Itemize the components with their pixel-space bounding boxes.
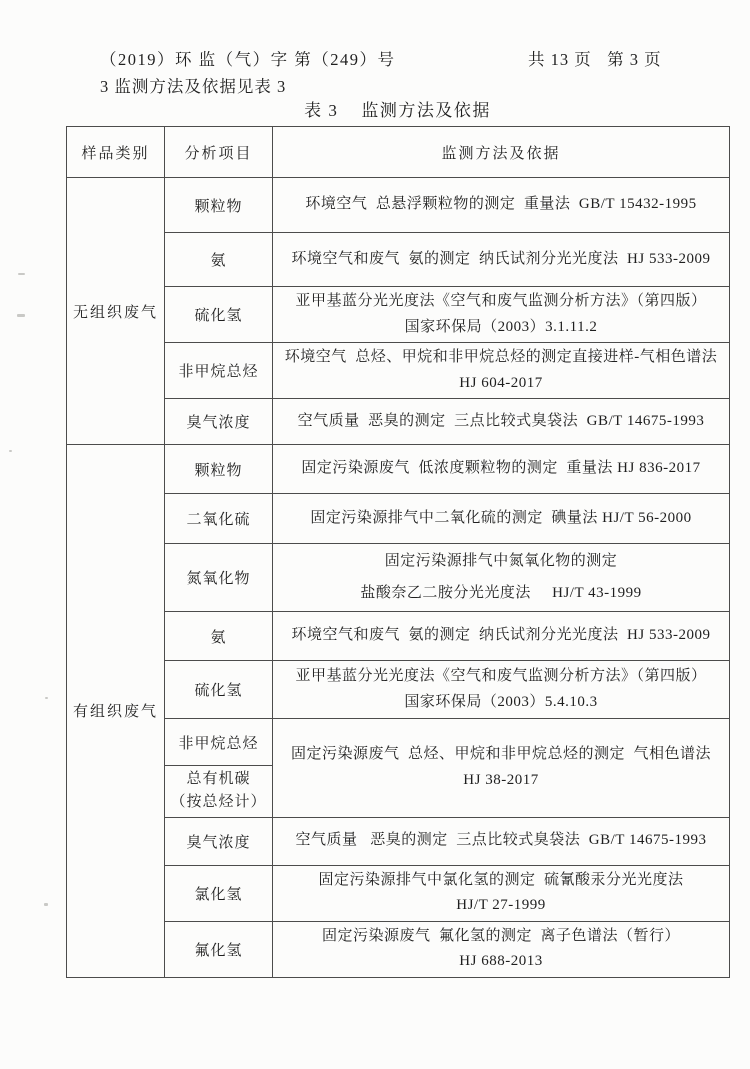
item-cell: 氮氧化物 (165, 544, 273, 612)
method-line: 亚甲基蓝分光光度法《空气和废气监测分析方法》（第四版） (295, 293, 707, 309)
table-row (67, 494, 730, 544)
table-row (67, 817, 730, 865)
method-line: 固定污染源废气 氟化氢的测定 离子色谱法（暂行） (321, 927, 680, 944)
table-row (67, 287, 730, 343)
method-cell (273, 612, 730, 661)
method-line: HJ/T 27-1999 (456, 897, 546, 913)
table-row (67, 343, 730, 399)
method-line: HJ 38-2017 (463, 771, 539, 788)
method-cell (273, 865, 730, 921)
category-fugitive-exhaust: 无组织废气 (67, 178, 165, 445)
table-row (67, 921, 730, 977)
item-cell: 二氧化硫 (165, 494, 273, 544)
method-line: 空气质量 恶臭的测定 三点比较式臭袋法 GB/T 14675-1993 (297, 412, 705, 429)
method-line: 空气质量 恶臭的测定 三点比较式臭袋法 GB/T 14675-1993 (295, 832, 707, 849)
item-cell: 非甲烷总烃 (165, 343, 273, 399)
header-method-basis: 监测方法及依据 (273, 127, 730, 178)
document-number: （2019）环 监（气）字 第（249）号 (100, 50, 396, 69)
item-cell (165, 766, 273, 818)
method-cell-merged (273, 719, 730, 818)
method-line: 盐酸奈乙二胺分光光度法 HJ/T 43-1999 (360, 584, 642, 601)
item-cell: 氯化氢 (165, 865, 273, 921)
header-analysis-item: 分析项目 (165, 127, 273, 178)
method-line: 固定污染源废气 总烃、甲烷和非甲烷总烃的测定 气相色谱法 (290, 746, 711, 763)
item-cell: 臭气浓度 (165, 399, 273, 445)
method-line: 固定污染源排气中二氧化硫的测定 碘量法 HJ/T 56-2000 (310, 509, 692, 526)
table-row (67, 233, 730, 287)
table-row (67, 178, 730, 233)
table-row (67, 719, 730, 766)
method-cell (273, 399, 730, 445)
monitoring-methods-table (66, 126, 730, 978)
method-cell (273, 343, 730, 399)
method-cell (273, 921, 730, 977)
page-number-info: 共 13 页 第 3 页 (528, 50, 662, 69)
method-cell (273, 178, 730, 233)
table-header-row (67, 127, 730, 178)
table-title: 表 3 监测方法及依据 (304, 101, 491, 120)
method-line: 固定污染源排气中氮氧化物的测定 (384, 553, 618, 569)
scan-speck (45, 697, 48, 699)
scan-speck (9, 450, 12, 452)
method-line: 国家环保局（2003）3.1.11.2 (404, 318, 598, 335)
item-cell: 非甲烷总烃 (165, 719, 273, 766)
method-cell (273, 817, 730, 865)
section-heading: 3 监测方法及依据见表 3 (100, 77, 287, 96)
item-cell: 氨 (165, 612, 273, 661)
method-cell (273, 233, 730, 287)
scan-speck (18, 273, 25, 275)
item-label-note: （按总烃计） (170, 794, 267, 811)
item-cell: 臭气浓度 (165, 817, 273, 865)
method-cell (273, 544, 730, 612)
method-cell (273, 287, 730, 343)
method-line: 固定污染源废气 低浓度颗粒物的测定 重量法 HJ 836-2017 (301, 460, 701, 477)
method-cell (273, 445, 730, 494)
method-line: HJ 688-2013 (459, 953, 543, 969)
method-line: HJ 604-2017 (459, 374, 543, 391)
table-row (67, 865, 730, 921)
item-cell: 硫化氢 (165, 287, 273, 343)
method-line: 固定污染源排气中氯化氢的测定 硫氰酸汞分光光度法 (318, 871, 684, 888)
method-cell (273, 661, 730, 719)
item-label: 总有机碳 (186, 771, 251, 787)
scan-speck (17, 314, 25, 317)
method-line: 环境空气和废气 氨的测定 纳氏试剂分光光度法 HJ 533-2009 (291, 250, 711, 267)
item-cell: 氨 (165, 233, 273, 287)
category-organized-exhaust: 有组织废气 (67, 445, 165, 978)
item-cell: 氟化氢 (165, 921, 273, 977)
method-line: 环境空气和废气 氨的测定 纳氏试剂分光光度法 HJ 533-2009 (291, 627, 711, 644)
table-row (67, 612, 730, 661)
method-line: 环境空气 总悬浮颗粒物的测定 重量法 GB/T 15432-1995 (305, 196, 697, 213)
item-cell: 硫化氢 (165, 661, 273, 719)
scan-speck (44, 903, 48, 906)
table-row (67, 399, 730, 445)
header-sample-category: 样品类别 (67, 127, 165, 178)
method-line: 环境空气 总烃、甲烷和非甲烷总烃的测定直接进样-气相色谱法 (284, 349, 718, 365)
item-cell: 颗粒物 (165, 178, 273, 233)
item-cell: 颗粒物 (165, 445, 273, 494)
method-cell (273, 494, 730, 544)
table-row (67, 544, 730, 612)
method-line: 国家环保局（2003）5.4.10.3 (404, 693, 598, 710)
table-row (67, 445, 730, 494)
method-line: 亚甲基蓝分光光度法《空气和废气监测分析方法》（第四版） (295, 668, 707, 684)
table-row (67, 661, 730, 719)
